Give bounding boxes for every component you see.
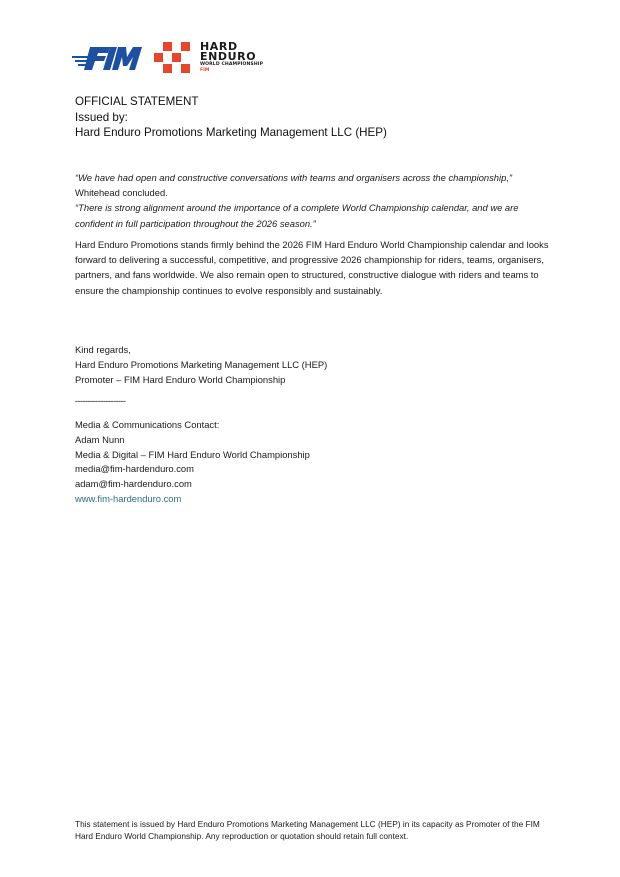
hard-enduro-wordmark: [200, 42, 263, 73]
statement-header: [75, 94, 387, 141]
quote-1-text: “We have had open and constructive conversations with teams and organisers across the championship,”: [75, 172, 513, 183]
fim-logo-icon: [72, 42, 144, 74]
contact-name: Adam Nunn: [75, 433, 125, 445]
media-contact: [75, 418, 310, 507]
logo-line-hard: HARD: [200, 40, 238, 53]
signoff-organisation: Hard Enduro Promotions Marketing Management LLC (HEP): [75, 359, 328, 370]
logo-subtitle: WORLD CHAMPIONSHIP: [200, 62, 264, 67]
footer-disclaimer: This statement is issued by Hard Enduro Promotions Marketing Management LLC (HEP) in its capacity as Promoter of the FIM Hard Enduro World Championship. Any reproduction or quotation should retain full context.: [75, 819, 540, 842]
quote-1-attribution: Whitehead concluded.: [75, 187, 168, 199]
quote-block: [75, 170, 555, 231]
signoff-role: Promoter – FIM Hard Enduro World Championship: [75, 374, 286, 385]
quote-2: [75, 200, 555, 230]
hard-enduro-logo: [154, 42, 284, 76]
quote-1: [75, 170, 555, 200]
quote-2-text: “There is strong alignment around the importance of a complete World Championship calendar, and we are confident in full participation throughout the 2026 season.”: [75, 202, 519, 229]
checkered-flag-icon: [154, 42, 198, 73]
issued-by-label: Issued by:: [75, 110, 128, 124]
contact-title: Media & Digital – FIM Hard Enduro World Championship: [75, 448, 310, 460]
signoff: [75, 342, 327, 387]
contact-heading: Media & Communications Contact:: [75, 419, 220, 430]
contact-email-media: media@fim-hardenduro.com: [75, 463, 194, 475]
contact-email-adam: adam@fim-hardenduro.com: [75, 478, 192, 490]
logo-line-enduro: ENDURO: [200, 50, 257, 63]
dashed-divider: --------------------: [75, 395, 126, 406]
signoff-greeting: Kind regards,: [75, 344, 131, 355]
website-link[interactable]: www.fim-hardenduro.com: [75, 492, 182, 504]
body-paragraph: Hard Enduro Promotions stands firmly behind the 2026 FIM Hard Enduro World Championship calendar and looks forward to delivering a successful, competitive, and progressive 2026 championship for riders, teams, organisers, partners, and fans worldwide. We also remain open to structured, constructive dialogue with riders and teams to ensure the championship continues to evolve responsibly and sustainably.: [75, 239, 549, 296]
issuer-name: Hard Enduro Promotions Marketing Management LLC (HEP): [75, 126, 387, 139]
statement-title: OFFICIAL STATEMENT: [75, 95, 199, 108]
logo-fim-tag: FIM: [200, 68, 210, 73]
